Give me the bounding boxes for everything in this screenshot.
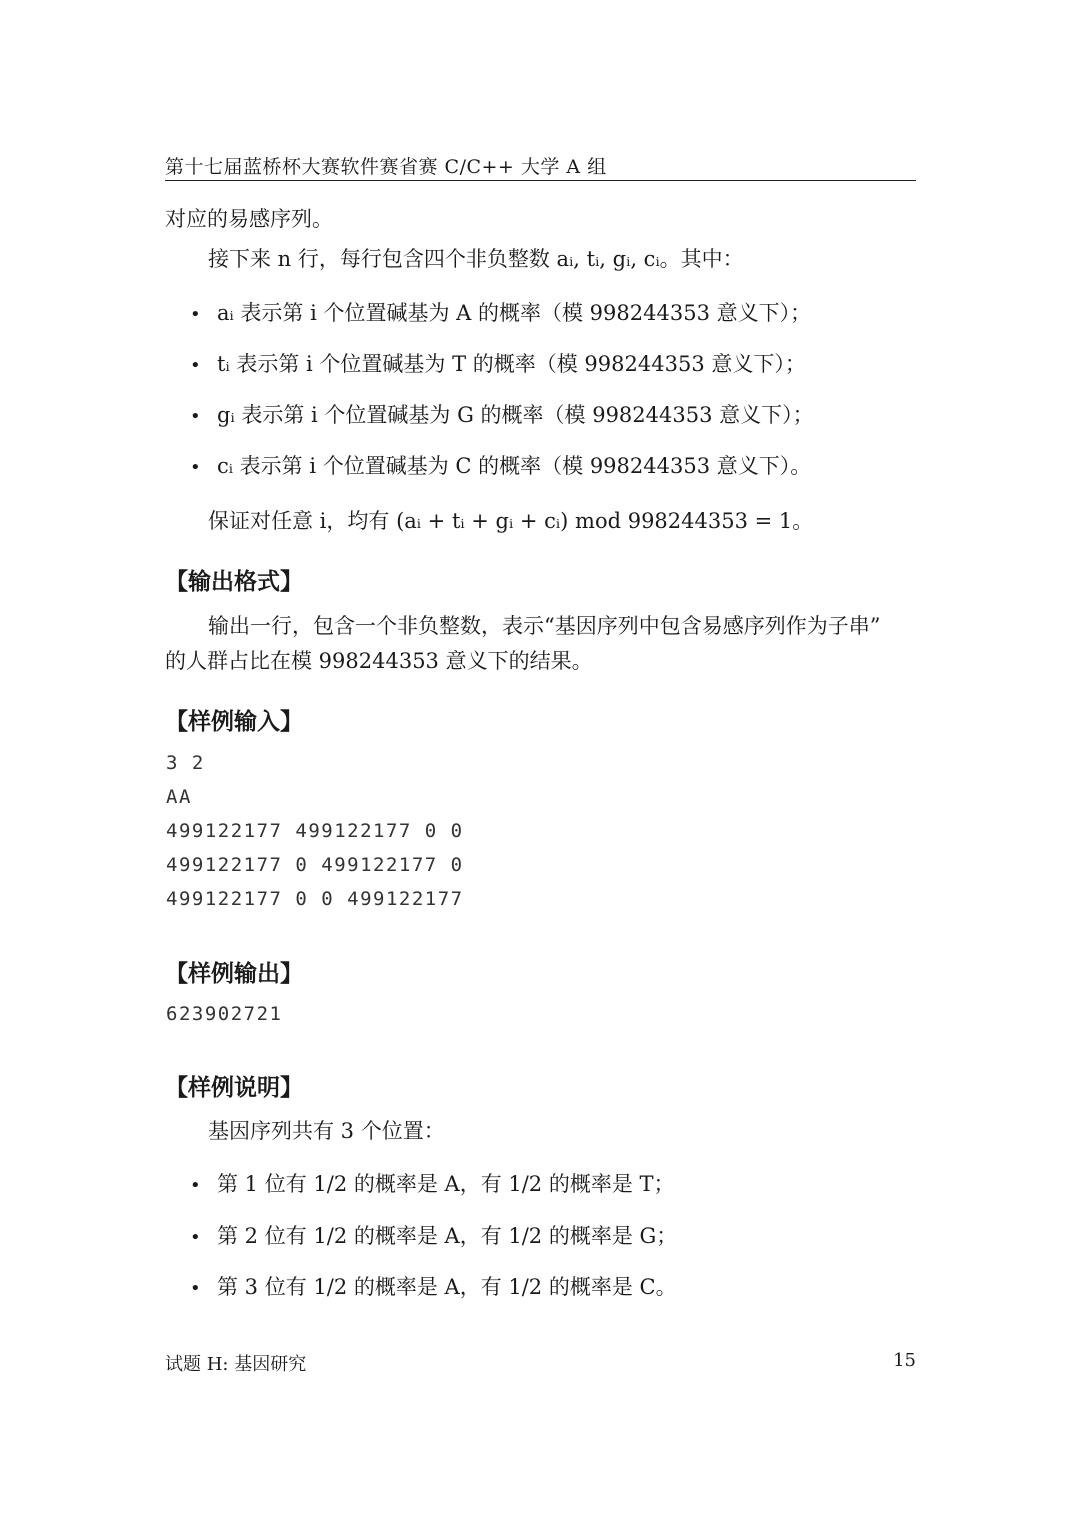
explanation-bullet-2 <box>190 1220 677 1250</box>
bullet-dot-icon: • <box>190 1175 201 1196</box>
sample-input-line: 499122177 0 499122177 0 <box>166 854 464 876</box>
sample-output-value: 623902721 <box>166 1003 283 1025</box>
page-header <box>165 150 916 181</box>
bullet-text: 第 2 位有 1/2 的概率是 A，有 1/2 的概率是 G； <box>217 1224 678 1248</box>
explanation-bullet-1 <box>190 1168 675 1198</box>
bullet-t <box>190 348 806 378</box>
footer-problem-title: 试题 H: 基因研究 <box>165 1354 307 1375</box>
sample-input-heading: 【样例输入】 <box>165 709 303 735</box>
bullet-dot-icon: • <box>190 304 201 325</box>
sample-explanation-heading: 【样例说明】 <box>165 1075 303 1101</box>
output-format-heading: 【输出格式】 <box>165 569 303 595</box>
bullet-text: gᵢ 表示第 i 个位置碱基为 G 的概率（模 998244353 意义下）； <box>217 403 814 427</box>
bullet-text: 第 3 位有 1/2 的概率是 A，有 1/2 的概率是 C。 <box>217 1275 677 1299</box>
bullet-dot-icon: • <box>190 406 201 427</box>
sample-input-line: 3 2 <box>166 752 205 774</box>
sample-input-line: 499122177 0 0 499122177 <box>166 888 464 910</box>
bullet-dot-icon: • <box>190 355 201 376</box>
guarantee-line: 保证对任意 i，均有 (aᵢ + tᵢ + gᵢ + cᵢ) mod 998244353 = 1。 <box>208 509 814 533</box>
bullet-text: aᵢ 表示第 i 个位置碱基为 A 的概率（模 998244353 意义下）； <box>217 301 812 325</box>
bullet-c <box>190 450 811 480</box>
output-format-line-2: 的人群占比在模 998244353 意义下的结果。 <box>165 649 593 673</box>
bullet-text: cᵢ 表示第 i 个位置碱基为 C 的概率（模 998244353 意义下）。 <box>217 454 812 478</box>
intro-line-1: 对应的易感序列。 <box>165 207 333 231</box>
bullet-a <box>190 297 811 327</box>
header-title: 第十七届蓝桥杯大赛软件赛省赛 C/C++ 大学 A 组 <box>165 156 607 178</box>
intro-line-2: 接下来 n 行，每行包含四个非负整数 aᵢ, tᵢ, gᵢ, cᵢ。其中： <box>208 247 744 271</box>
output-format-line-1: 输出一行，包含一个非负整数，表示“基因序列中包含易感序列作为子串” <box>208 614 881 638</box>
bullet-text: tᵢ 表示第 i 个位置碱基为 T 的概率（模 998244353 意义下）； <box>217 352 806 376</box>
bullet-g <box>190 399 814 429</box>
sample-output-heading: 【样例输出】 <box>165 961 303 987</box>
sample-input-line: AA <box>166 786 192 808</box>
explanation-bullet-3 <box>190 1271 677 1301</box>
bullet-dot-icon: • <box>190 457 201 478</box>
bullet-dot-icon: • <box>190 1227 201 1248</box>
sample-explanation-intro: 基因序列共有 3 个位置： <box>208 1119 445 1143</box>
bullet-text: 第 1 位有 1/2 的概率是 A，有 1/2 的概率是 T； <box>217 1172 675 1196</box>
bullet-dot-icon: • <box>190 1278 201 1299</box>
footer-page-number: 15 <box>893 1350 916 1371</box>
sample-input-line: 499122177 499122177 0 0 <box>166 820 464 842</box>
